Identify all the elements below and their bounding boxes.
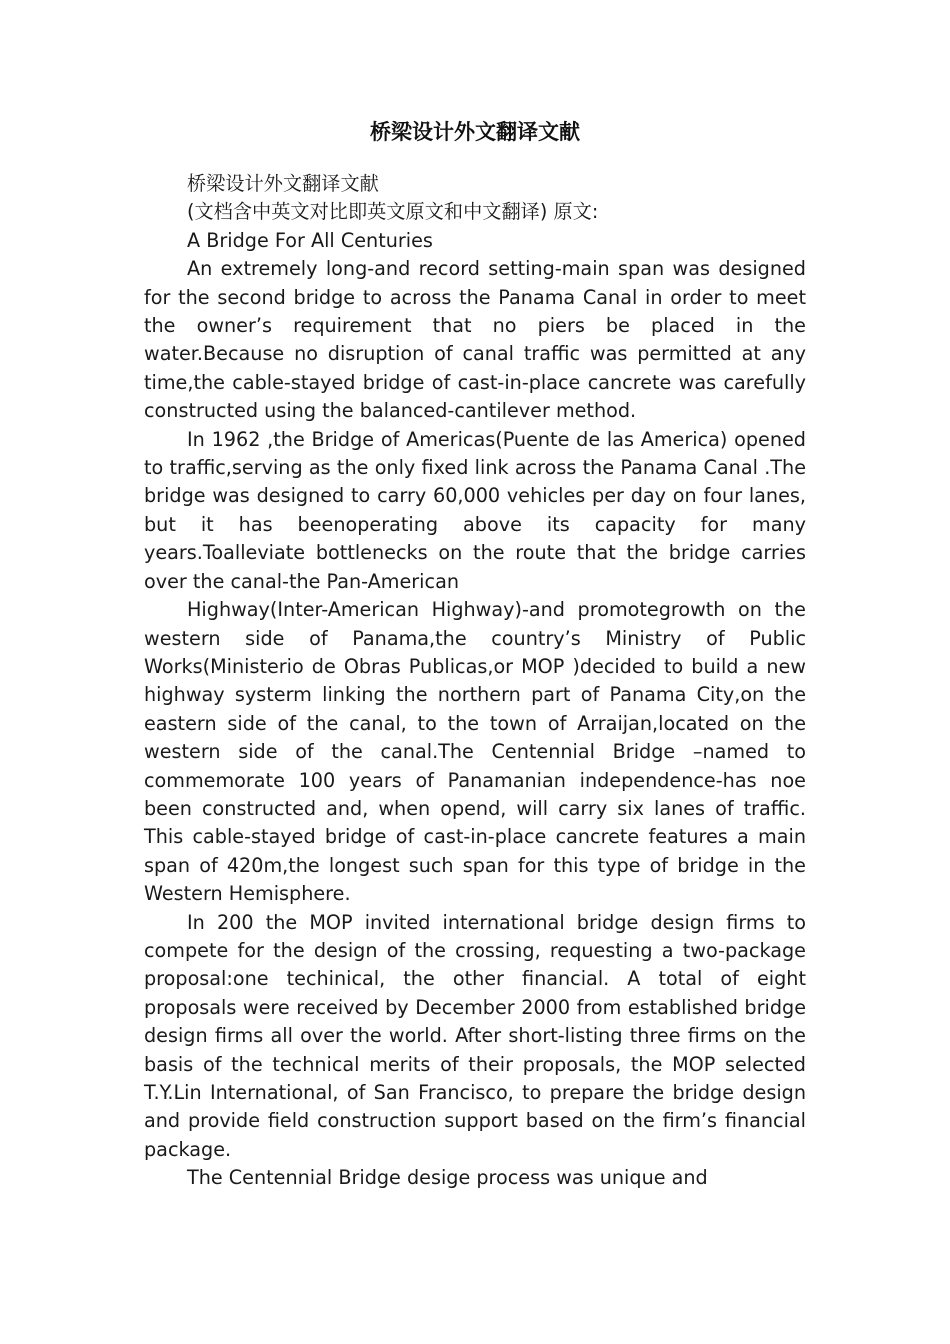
paragraph-2: In 1962 ,the Bridge of Americas(Puente de las America) opened to traffic,serving as the only fixed link across the Panama Canal .The bridge was designed to carry 60,000 vehicles per day on four lanes, but it has beenoperating above its capacity for many years.Toalleviate bottlenecks on the route that the bridge carries over the canal-the Pan-American (144, 427, 806, 593)
paragraph-3: Highway(Inter-American Highway)-and promotegrowth on the western side of Panama,the country’s Ministry of Public Works(Ministerio de Obras Publicas,or MOP )decided to build a new highway systerm linking the northern part of Panama City,on the eastern side of the canal, to the town of Arraijan,located on the western side of the canal.The Centennial Bridge –named to commemorate 100 years of Panamanian independence-has noe been constructed and, when opend, will carry six lanes of traffic. This cable-stayed bridge of cast-in-place cancrete features a main span of 420m,the longest such span for this type of bridge in the Western Hemisphere. (144, 598, 806, 906)
paragraph-1: An extremely long-and record setting-main span was designed for the second bridge to across the Panama Canal in order to meet the owner’s requirement that no piers be placed in the water.Because no disruption of canal traffic was permitted at any time,the cable-stayed bridge of cast-in-place cancrete was carefully constructed using the balanced-cantilever method. (144, 257, 806, 423)
paragraph-5: The Centennial Bridge desige process was unique and (187, 1166, 708, 1190)
document-note: (文档含中英文对比即英文原文和中文翻译) 原文: (187, 200, 599, 224)
paragraph-4: In 200 the MOP invited international bridge design firms to compete for the design of the crossing, requesting a two-package proposal:one techinical, the other financial. A total of eight proposals were received by December 2000 from established bridge design firms all over the world. After short-listing three firms on the basis of the technical merits of their proposals, the MOP selected T.Y.Lin International, of San Francisco, to prepare the bridge design and provide field construction support based on the firm’s financial package. (144, 910, 806, 1161)
section-heading: A Bridge For All Centuries (187, 228, 433, 252)
document-body (144, 170, 806, 1193)
document-subtitle: 桥梁设计外文翻译文献 (187, 172, 379, 195)
document-title: 桥梁设计外文翻译文献 (370, 120, 580, 144)
